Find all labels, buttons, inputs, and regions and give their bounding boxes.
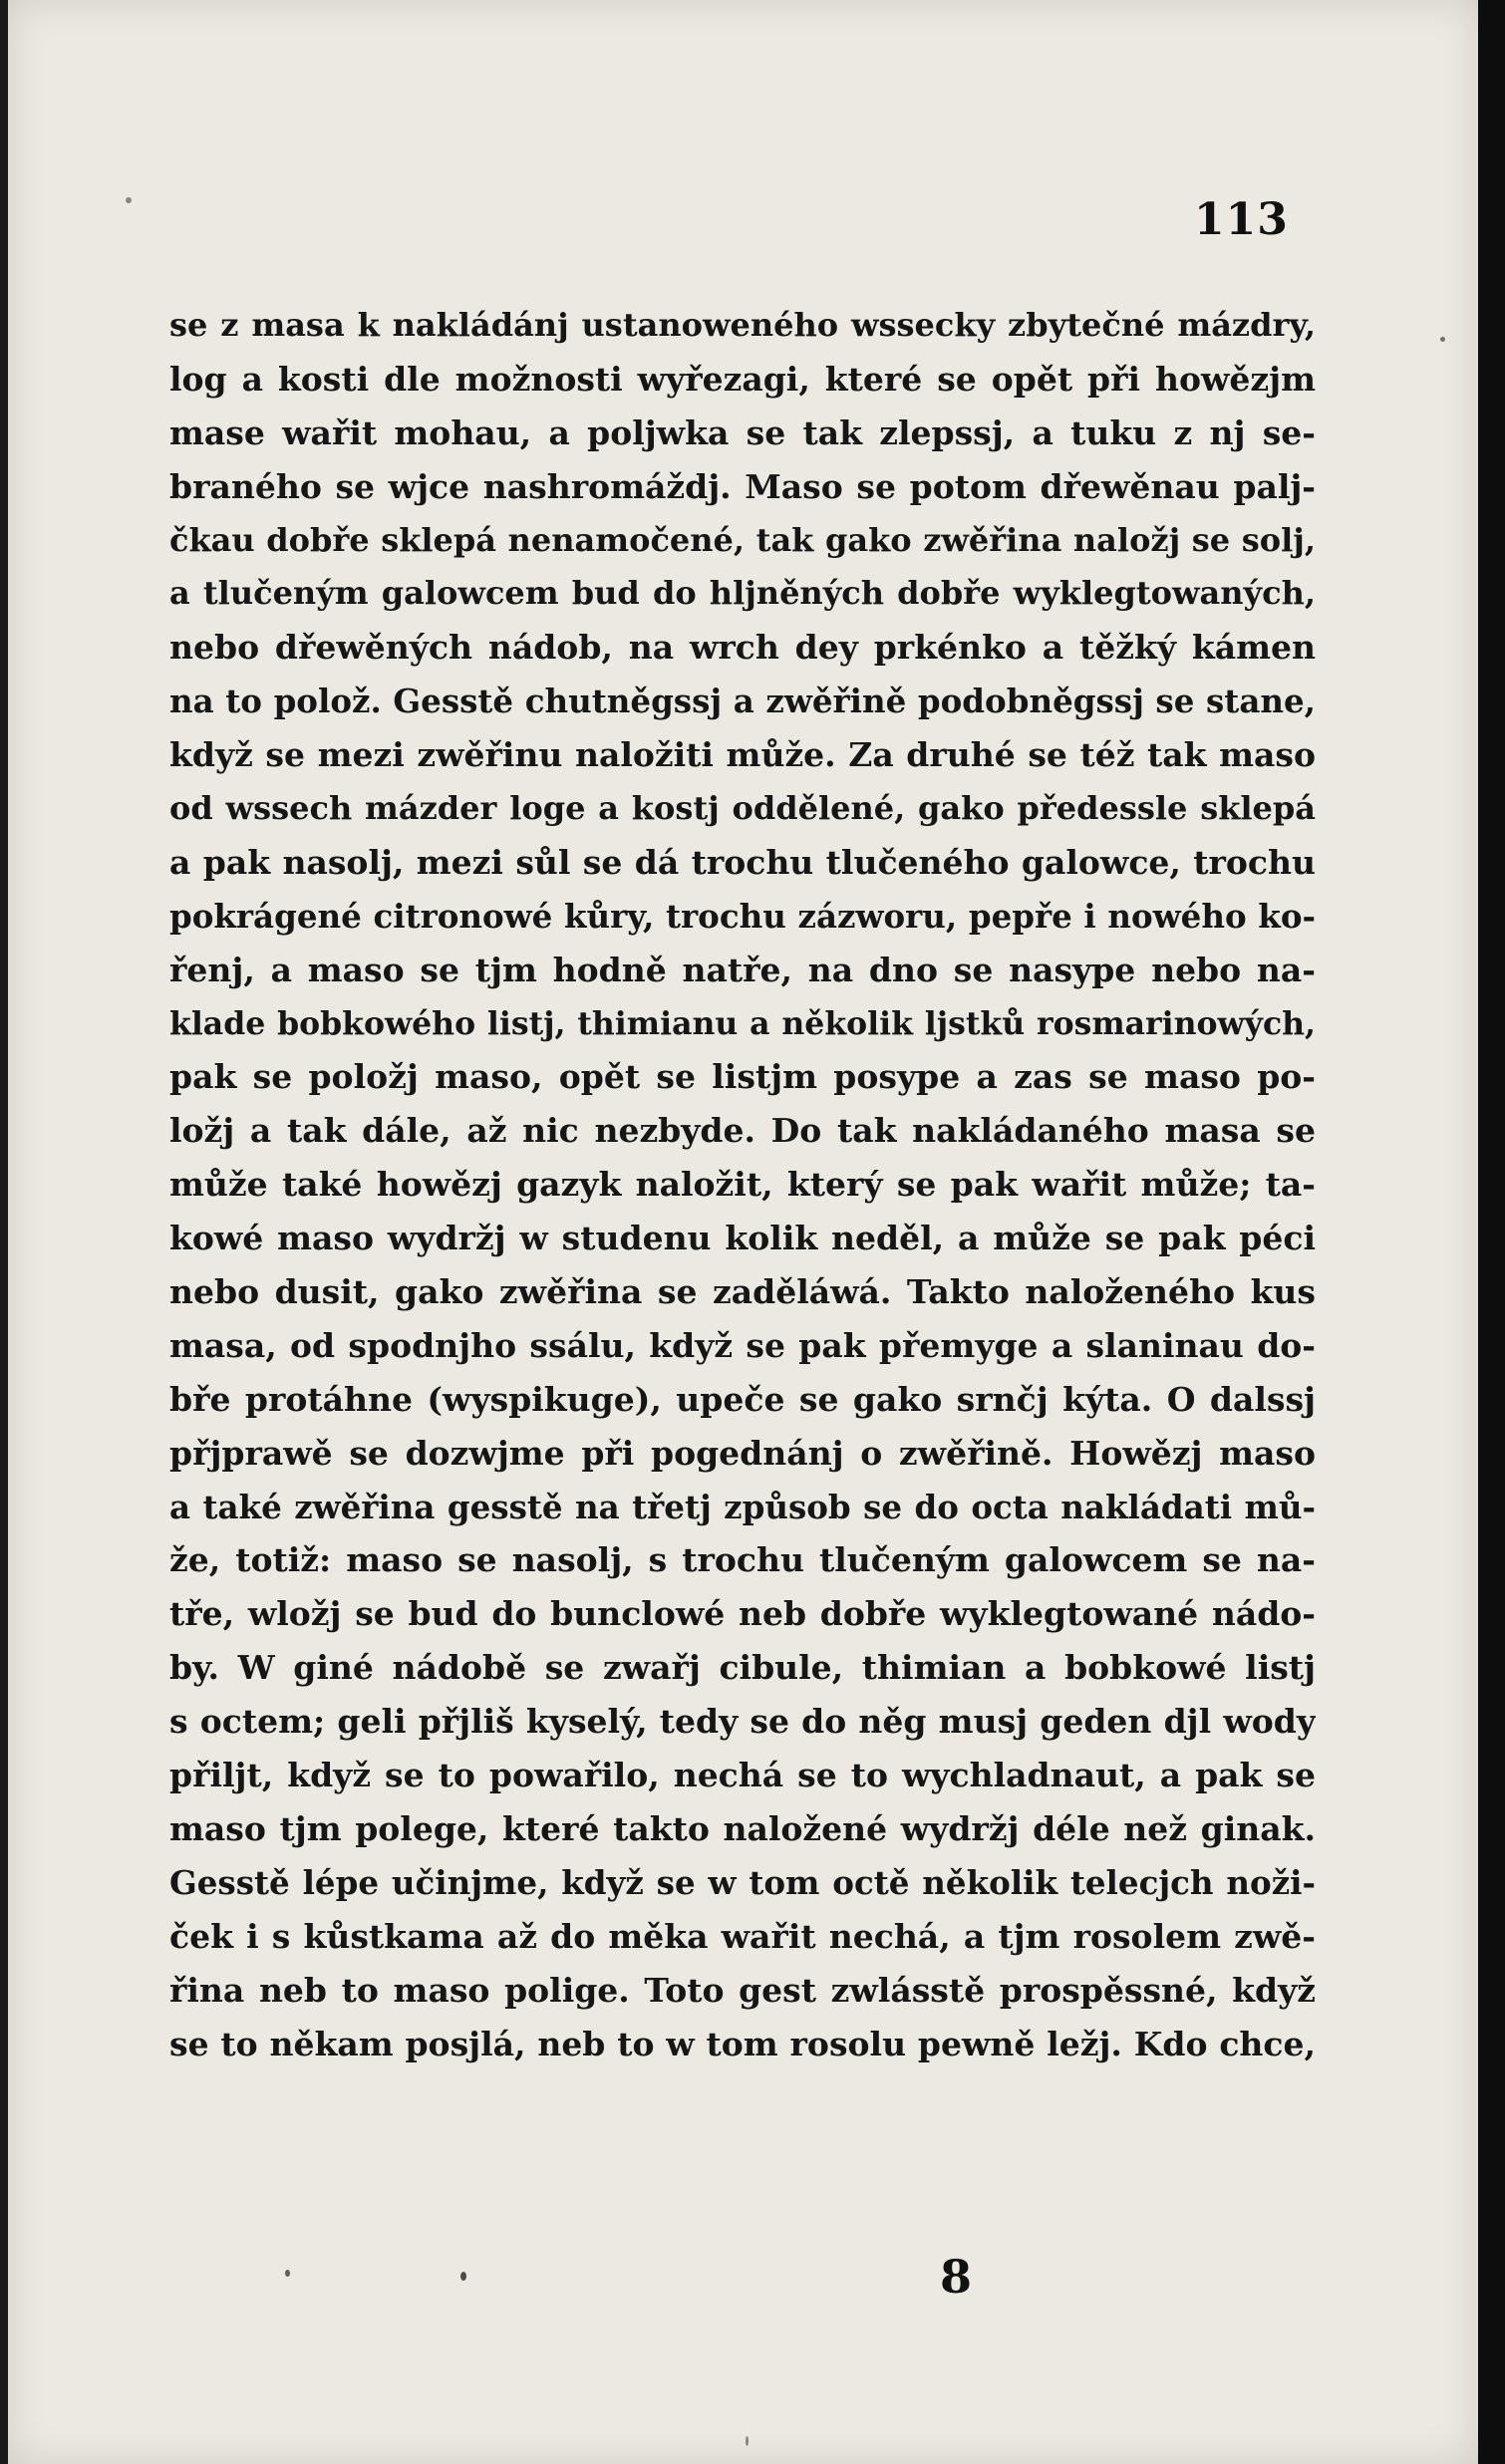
text-line: že, totiž: maso se nasolj, s trochu tlučeným galowcem se na-: [169, 1540, 1316, 1580]
text-line: Gesstě lépe učinjme, když se w tom octě několik telecjch noži-: [169, 1862, 1316, 1902]
text-line: se z masa k nakládánj ustanoweného wssecky zbytečné mázdry,: [169, 306, 1316, 344]
page-number: 113: [1194, 194, 1289, 245]
book-page: [8, 0, 1478, 2464]
text-line: nebo dusit, gako zwěřina se zaděláwá. Takto naloženého kus: [169, 1272, 1316, 1312]
ink-speck: [126, 197, 132, 203]
text-line: přiljt, když se to powařilo, nechá se to wychladnaut, a pak se: [169, 1756, 1316, 1795]
text-line: se to někam posjlá, neb to w tom rosolu pewně ležj. Kdo chce,: [169, 2024, 1316, 2063]
text-line: ložj a tak dále, až nic nezbyde. Do tak nakládaného masa se: [169, 1111, 1316, 1151]
text-line: řenj, a maso se tjm hodně natře, na dno se nasype nebo na-: [169, 950, 1316, 989]
text-line: a také zwěřina gesstě na třetj způsob se do octa nakládati mů-: [169, 1487, 1316, 1526]
text-line: ček i s kůstkama až do měka wařit nechá, a tjm rosolem zwě-: [169, 1916, 1316, 1956]
text-line: nebo dřewěných nádob, na wrch dey prkénko a těžký kámen: [169, 628, 1316, 668]
text-line: masa, od spodnjho ssálu, když se pak přemyge a slaninau do-: [169, 1325, 1316, 1365]
text-line: kowé maso wydržj w studenu kolik neděl, a může se pak péci: [169, 1219, 1316, 1258]
text-line: pak se položj maso, opět se listjm posype a zas se maso po-: [169, 1057, 1316, 1097]
text-line: braného se wjce nashromáždj. Maso se potom dřewěnau palj-: [169, 466, 1316, 506]
text-line: a pak nasolj, mezi sůl se dá trochu tlučeného galowce, trochu: [169, 842, 1316, 882]
text-line: mase wařit mohau, a poljwka se tak zlepssj, a tuku z nj se-: [169, 412, 1316, 452]
ink-speck: [285, 2270, 290, 2277]
scan-edge: [1478, 0, 1505, 2464]
ink-speck: [1440, 337, 1445, 342]
text-line: log a kosti dle možnosti wyřezagi, které se opět při howězjm: [169, 359, 1316, 399]
ink-speck: [746, 2436, 749, 2446]
text-line: od wssech mázder loge a kostj oddělené, gako předessle sklepá: [169, 789, 1316, 828]
text-line: řina neb to maso polige. Toto gest zwlásstě prospěssné, když: [169, 1970, 1316, 2010]
text-line: může také howězj gazyk naložit, který se pak wařit může; ta-: [169, 1165, 1316, 1205]
signature-mark: 8: [940, 2250, 973, 2304]
text-line: na to polož. Gesstě chutněgssj a zwěřině podobněgssj se stane,: [169, 682, 1316, 721]
body-text: [169, 299, 1316, 2070]
text-line: přjprawě se dozwjme při pogednánj o zwěřině. Howězj maso: [169, 1433, 1316, 1473]
text-line: maso tjm polege, které takto naložené wydržj déle než ginak.: [169, 1808, 1316, 1848]
ink-speck: [460, 2272, 466, 2281]
text-line: když se mezi zwěřinu naložiti může. Za druhé se též tak maso: [169, 735, 1316, 775]
text-line: bře protáhne (wyspikuge), upeče se gako srnčj kýta. O dalssj: [169, 1379, 1316, 1419]
text-line: s octem; geli přjliš kyselý, tedy se do něg musj geden djl wody: [169, 1702, 1316, 1742]
text-line: pokrágené citronowé kůry, trochu zázworu, pepře i nowého ko-: [169, 896, 1316, 936]
text-line: tře, wložj se bud do bunclowé neb dobře wyklegtowané nádo-: [169, 1594, 1316, 1634]
text-line: čkau dobře sklepá nenamočené, tak gako zwěřina naložj se solj,: [169, 520, 1316, 559]
text-line: a tlučeným galowcem bud do hljněných dobře wyklegtowaných,: [169, 574, 1316, 613]
text-line: klade bobkowého listj, thimianu a několik ljstků rosmarinowých,: [169, 1004, 1316, 1042]
text-line: by. W giné nádobě se zwařj cibule, thimian a bobkowé listj: [169, 1648, 1316, 1688]
